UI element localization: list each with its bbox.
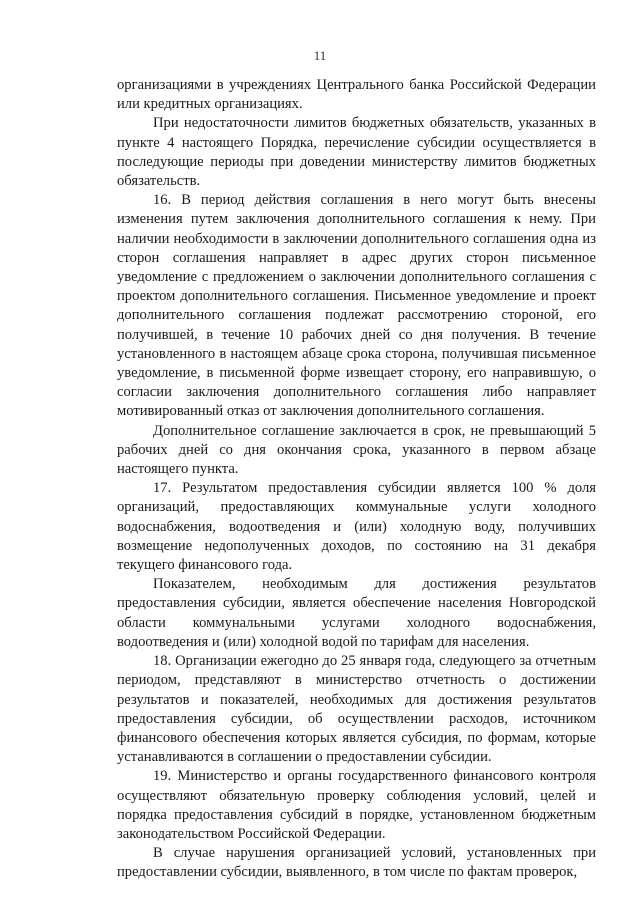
paragraph-indicator: Показателем, необходимым для достижения результатов предоставления субсидии, является обеспечение населения Новгородской области коммунальными услугами холодного водоснабжения, водоотведения и (или) холодной водой по тарифам для населения. xyxy=(117,576,596,650)
paragraph-continuation: организациями в учреждениях Центрального банка Российской Федерации или кредитных организациях. xyxy=(117,77,596,113)
paragraph-violation: В случае нарушения организацией условий, установленных при предоставлении субсидии, выявленного, в том числе по фактам проверок, xyxy=(117,845,596,881)
paragraph-18: 18. Организации ежегодно до 25 января года, следующего за отчетным периодом, представляют в министерство отчетность о достижении результатов и показателей, необходимых для достижения результатов предоставления субсидии, об осуществлении расходов, источником финансового обеспечения которых является субсидия, по формам, которые устанавливаются в соглашении о предоставлении субсидии. xyxy=(117,653,596,766)
paragraph-budget-limits: При недостаточности лимитов бюджетных обязательств, указанных в пункте 4 настоящего Порядка, перечисление субсидии осуществляется в последующие периоды при доведении министерству лимитов бюджетных обязательств. xyxy=(117,115,596,190)
paragraph-additional-agreement: Дополнительное соглашение заключается в срок, не превышающий 5 рабочих дней со дня окончания срока, указанного в первом абзаце настоящего пункта. xyxy=(117,422,596,478)
page-number: 11 xyxy=(313,48,327,63)
paragraph-16: 16. В период действия соглашения в него могут быть внесены изменения путем заключения дополнительного соглашения к нему. При наличии необходимости в заключении дополнительного соглашения одна из сторон соглашения направляет в адрес других сторон письменное уведомление с предложением о заключении дополнительного соглашения с проектом дополнительного соглашения. Письменное уведомление и проект дополнительного соглашения подлежат рассмотрению стороной, его получившей, в течение 10 рабочих дней со дня получения. В течение установленного в настоящем абзаце срока сторона, получившая письменное уведомление, в письменной форме извещает сторону, его направившую, о согласии заключения дополнительного соглашения либо направляет мотивированный отказ от заключения дополнительного соглашения. xyxy=(117,192,596,420)
document-body xyxy=(117,76,596,883)
paragraph-19: 19. Министерство и органы государственного финансового контроля осуществляют обязательную проверку соблюдения условий, целей и порядка предоставления субсидий в порядке, установленном бюджетным законодательством Российской Федерации. xyxy=(117,768,596,842)
paragraph-17: 17. Результатом предоставления субсидии является 100 % доля организаций, предоставляющих коммунальные услуги холодного водоснабжения, водоотведения и (или) холодную воду, получивших возмещение недополученных доходов, по состоянию на 31 декабря текущего финансового года. xyxy=(117,480,596,574)
